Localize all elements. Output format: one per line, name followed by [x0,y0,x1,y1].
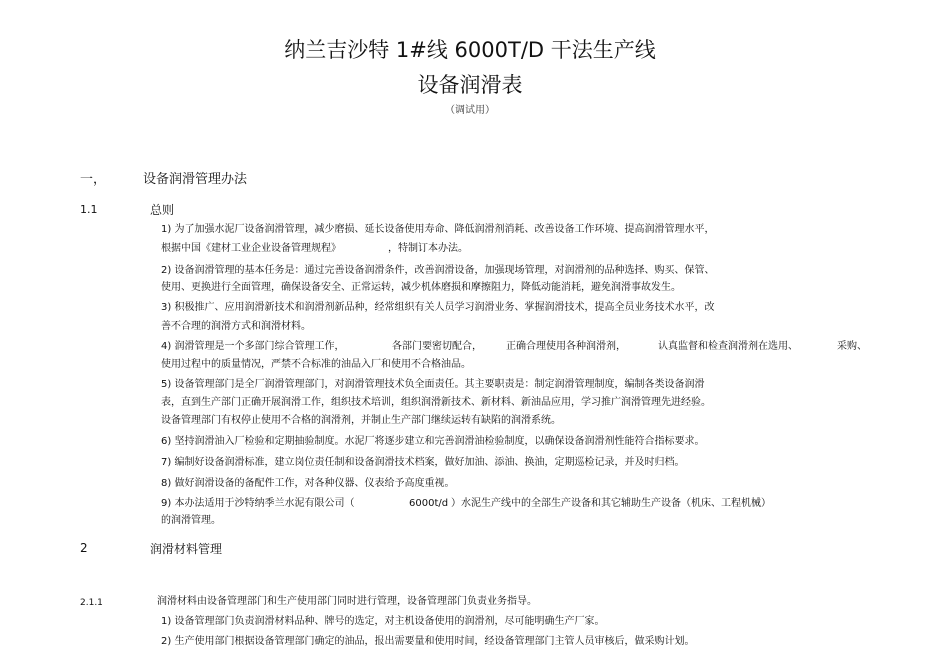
item-7-line-1: 7) 编制好设备润滑标准，建立岗位责任制和设备润滑技术档案，做好加油、添油、换油，定期巡检记录，并及时归档。 [161,457,685,468]
subsection-2-1-1-number: 2.1.1 [80,598,103,608]
document-title: 纳兰吉沙特 1#线 6000T/D 干法生产线 [284,38,656,62]
item-4-line-1b: 各部门要密切配合， [392,341,482,352]
item-4-line-1c: 正确合理使用各种润滑剂， [506,341,626,352]
item-3-line-2: 善不合理的润滑方式和润滑材料。 [161,321,311,332]
section2-item-1: 1) 设备管理部门负责润滑材料品种、牌号的选定，对主机设备使用的润滑剂，尽可能明确生产厂家。 [161,616,605,627]
subsection-1-1-number: 1.1 [80,203,98,216]
item-1-line-1: 1) 为了加强水泥厂设备润滑管理，减少磨损、延长设备使用寿命、降低润滑剂消耗、改善设备工作环境、提高润滑管理水平， [161,224,715,235]
item-1-line-2a: 根据中国《建材工业企业设备管理规程》 [161,243,341,254]
item-4-line-2: 使用过程中的质量情况，严禁不合标准的油品入厂和使用不合格油品。 [161,359,471,370]
section1-title: 设备润滑管理办法 [143,172,248,187]
item-9-line-2: 的润滑管理。 [161,515,221,526]
item-5-line-3: 设备管理部门有权停止使用不合格的润滑剂，并制止生产部门继续运转有缺陷的润滑系统。 [161,415,561,426]
item-8-line-1: 8) 做好润滑设备的备配件工作，对各种仪器、仪表给予高度重视。 [161,478,455,489]
document-note: （调试用） [445,105,495,116]
item-6-line-1: 6) 坚持润滑油入厂检验和定期抽验制度。水泥厂将逐步建立和完善润滑油检验制度，以确保设备润滑剂性能符合指标要求。 [161,436,705,447]
section2-number: 2 [80,541,88,555]
item-9-line-1b: 6000t/d [409,498,449,509]
item-4-line-1d: 认真监督和检查润滑剂在选用、 [658,341,798,352]
item-5-line-1: 5) 设备管理部门是全厂润滑管理部门，对润滑管理技术负全面责任。其主要职责是：制定润滑管理制度，编制各类设备润滑 [161,379,705,390]
item-9-line-1c: ）水泥生产线中的全部生产设备和其它辅助生产设备（机床、工程机械） [451,498,771,509]
subsection-1-1-title: 总则 [150,203,175,217]
section2-title: 润滑材料管理 [150,542,223,556]
item-9-line-1a: 9) 本办法适用于沙特纳季兰水泥有限公司（ [161,498,355,509]
item-1-line-2b: ，特制订本办法。 [388,243,468,254]
item-5-line-2: 表，直到生产部门正确开展润滑工作，组织技术培训，组织润滑新技术、新材料、新油品应用，学习推广润滑管理先进经验。 [161,397,711,408]
document-subtitle: 设备润滑表 [417,73,523,97]
item-4-line-1a: 4) 润滑管理是一个多部门综合管理工作， [161,341,345,352]
item-3-line-1: 3) 积极推广、应用润滑新技术和润滑剂新品种，经常组织有关人员学习润滑业务、掌握润滑技术，提高全员业务技术水平，改 [161,302,715,313]
section2-item-2: 2) 生产使用部门根据设备管理部门确定的油品，报出需要量和使用时间，经设备管理部门主管人员审核后，做采购计划。 [161,636,695,647]
item-2-line-1: 2) 设备润滑管理的基本任务是：通过完善设备润滑条件，改善润滑设备，加强现场管理，对润滑剂的品种选择、购买、保管、 [161,265,715,276]
item-4-line-1e: 采购、 [837,341,867,352]
item-2-line-2: 使用、更换进行全面管理，确保设备安全、正常运转，减少机体磨损和摩擦阻力，降低动能消耗，避免润滑事故发生。 [161,282,681,293]
section1-number: 一， [80,172,107,187]
subsection-2-1-1-text: 润滑材料由设备管理部门和生产使用部门同时进行管理，设备管理部门负责业务指导。 [157,596,537,607]
